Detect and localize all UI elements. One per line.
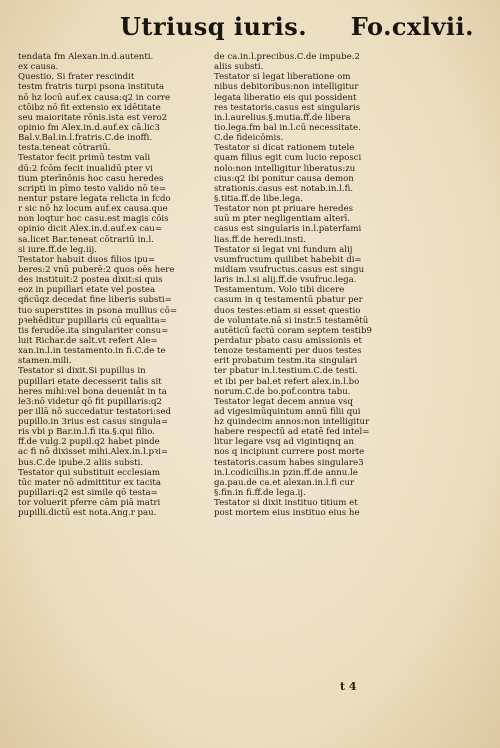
- text-line: erit probatum testm.ita singulari: [214, 356, 358, 367]
- page-header: [110, 12, 480, 46]
- text-line: tūc mater nō admittitur ex tacita: [18, 477, 162, 488]
- text-line: sa.licet Bar.teneat cōtrariū in.l.: [18, 234, 154, 245]
- text-line: ctōibz nō fit extensio ex idētitate: [18, 102, 161, 113]
- text-line: pꝛehēditur pupillaris cū equalita=: [18, 315, 167, 326]
- text-line: quam filius egit cum lucio reposci: [214, 153, 362, 164]
- text-line: opinio dicit Alex.in.d.auf.ex cau=: [18, 224, 163, 235]
- left-text-column: [18, 52, 194, 518]
- text-line: tuo superstites in psona mullius cō=: [18, 305, 178, 316]
- text-line: §.titia.ff.de libe.lega.: [214, 193, 304, 204]
- text-line: litur legare vsq ad vigintiqnq an: [214, 437, 355, 448]
- running-title: Utriusq iuris.: [120, 12, 308, 41]
- text-line: duos testes:etiam si esset questio: [214, 305, 361, 316]
- text-line: eoz in pupillari etate vel postea: [18, 285, 156, 296]
- text-line: Testamentum. Volo tibi dicere: [214, 285, 345, 296]
- text-line: stamen.mili.: [18, 356, 72, 367]
- text-line: in.l.codicillis.in pzin.ff.de annu.le: [214, 467, 358, 478]
- text-line: autēticū factū coram septem testib9: [214, 325, 372, 336]
- text-line: tendata fm Alexan.in.d.autenti.: [18, 52, 154, 62]
- text-line: tis ferudōe.ita singulariter consu=: [18, 325, 169, 336]
- text-line: le3:nō videtur qō fit pupillaris:q2: [18, 396, 163, 407]
- text-line: midiam vsufructus.casus est singu: [214, 264, 365, 275]
- text-line: des instituit:2 postea dixit:si quis: [18, 275, 163, 286]
- text-line: ter pbatur in.l.testium.C.de testi.: [214, 366, 358, 377]
- text-line: nentur pstare legata relicta in fcdo: [18, 193, 171, 204]
- text-line: ris vbi p Bar.in.l.fi ita.§.qui filio.: [18, 427, 155, 438]
- text-line: tio.lega.fm bal in.l.cū necessitate.: [214, 122, 361, 133]
- text-line: ga.pau.de ca.et alexan.in.l.fi cur: [214, 477, 355, 488]
- text-line: cius:q2 ibi ponitur causa demon: [214, 173, 354, 184]
- text-line: C.de fideicōmis.: [214, 133, 284, 144]
- text-line: pupillari etate decesserit talis sit: [18, 376, 162, 387]
- text-line: norum.C.de bo.pof.contra tabu.: [214, 386, 351, 397]
- text-line: casum in q testamentū pbatur per: [214, 295, 363, 306]
- text-line: tium pterīnōnis hoc casu heredes: [18, 173, 164, 184]
- text-line: Testator non pt priuare heredes: [214, 204, 354, 215]
- text-line: tenoze testamenti per duos testes: [214, 346, 362, 357]
- text-line: non loqtur hoc casu.est magis cōis: [18, 214, 169, 225]
- text-line: perdatur pbato casu amissionis et: [214, 335, 362, 346]
- text-line: Testator si dixit instituo titium et: [214, 498, 358, 509]
- text-line: suū m pter negligentiam alterī.: [214, 214, 350, 225]
- text-line: tor voluerit pferre cām piā matri: [18, 498, 161, 509]
- text-line: ex causa.: [18, 62, 59, 73]
- text-line: lias.ff.de heredi.insti.: [214, 234, 307, 245]
- text-line: ff.de vulg.2 pupil.q2 habet pinde: [18, 437, 160, 448]
- text-line: seu maioritate rōnis.ista est vero2: [18, 112, 168, 123]
- text-line: legata liberatio eis qui possident: [214, 92, 357, 103]
- text-line: laris in.l.si alij.ff.de vsufruc.lega.: [214, 275, 357, 286]
- text-line: r sic nō hz locum auf.ex causa.que: [18, 204, 168, 215]
- right-text-column: [214, 52, 398, 518]
- text-line: nō hz locū auf.ex causa:q2 in corre: [18, 92, 171, 103]
- text-line: ac fi nō dixisset mihi.Alex.in.l.pꝛi=: [18, 447, 169, 458]
- text-line: de ca.in.l.precibus.C.de impube.2: [214, 52, 360, 62]
- text-line: strationis.casus est notab.in.l.fi.: [214, 183, 354, 194]
- text-line: scripti in pīmo testo valido nō te=: [18, 183, 167, 194]
- text-line: dū:2 fcōm fecit inualidū pter vi: [18, 163, 153, 174]
- text-line: Questio. Si frater rescindit: [18, 72, 135, 83]
- text-line: Testator habuit duos filios ipu=: [18, 254, 156, 265]
- text-line: per illā nō succedatur testatori:sed: [18, 406, 171, 417]
- text-line: pupillo.in 3rius est casus singula=: [18, 417, 169, 428]
- text-line: Testator si legat vni fundum alij: [214, 244, 353, 255]
- text-line: Testator si dixit.Si pupillus in: [18, 366, 146, 377]
- text-line: qñcūqz decedat fine liberis substi=: [18, 295, 172, 306]
- text-line: bus.C.de ipube.2 aliis substi.: [18, 457, 144, 468]
- text-line: in.l.aurelius.§.mutia.ff.de libera: [214, 112, 351, 123]
- text-line: xan.in.l.in testamento.in fi.C.de te: [18, 346, 166, 357]
- text-line: ad vigesimūquintum annū filii qui: [214, 406, 361, 417]
- text-line: Testator qui substituit ecclesiam: [18, 467, 161, 478]
- text-line: casus est singularis in.l.paterfami: [214, 224, 362, 235]
- text-line: habere respectū ad etatē fed intel=: [214, 427, 370, 438]
- text-line: pupillari:q2 est simile qō testa=: [18, 488, 158, 499]
- folio-number: Fo.cxlvii.: [350, 12, 474, 41]
- text-line: nos q incipiunt currere post morte: [214, 447, 365, 458]
- text-line: Testator si dicat rationem tutele: [214, 143, 355, 154]
- text-line: Testator legat decem annua vsq: [214, 396, 353, 407]
- text-line: beres:2 vnū puberē:2 quos oēs here: [18, 264, 175, 275]
- text-line: et ibi per bal.et refert alex.in.l.bo: [214, 376, 360, 387]
- text-line: de voluntate.nā si instr.5 testamētū: [214, 315, 369, 326]
- text-line: testm fratris turpi psona instituta: [18, 82, 165, 93]
- text-line: luit Richar.de salt.vt refert Ale=: [18, 335, 158, 346]
- text-line: aliis substi.: [214, 62, 264, 73]
- text-line: hz quindecim annos:non intelligitur: [214, 417, 370, 428]
- text-line: res testatoris.casus est singularis: [214, 102, 361, 113]
- signature-mark: t 4: [340, 680, 357, 693]
- text-line: §.fin.in fi.ff.de lega.ij.: [214, 488, 306, 499]
- text-line: Bal.v.Bal.in.l.fratris.C.de inoffi.: [18, 133, 153, 144]
- text-line: testatoris.casum habes singulare3: [214, 457, 364, 468]
- text-line: nibus debitoribus:non intelligitur: [214, 82, 359, 93]
- text-line: post mortem eius instituo eius he: [214, 508, 360, 519]
- text-line: vsumfructum quilibet habebit di=: [214, 254, 362, 265]
- text-line: opinio fm Alex.in.d.auf.ex cā.lic3: [18, 122, 160, 133]
- text-line: Testator si legat liberatione om: [214, 72, 351, 83]
- text-line: heres mihi:vel bona deueniāt in ta: [18, 386, 167, 397]
- text-line: pupilli.dictū est nota.Ang.r pau.: [18, 508, 157, 519]
- text-line: nolo:non intelligitur liberatus:zu: [214, 163, 356, 174]
- text-line: si iure.ff.de leg.iij.: [18, 244, 97, 255]
- text-line: Testator fecit primū testm vali: [18, 153, 151, 164]
- text-line: testa.teneat cōtrariū.: [18, 143, 111, 154]
